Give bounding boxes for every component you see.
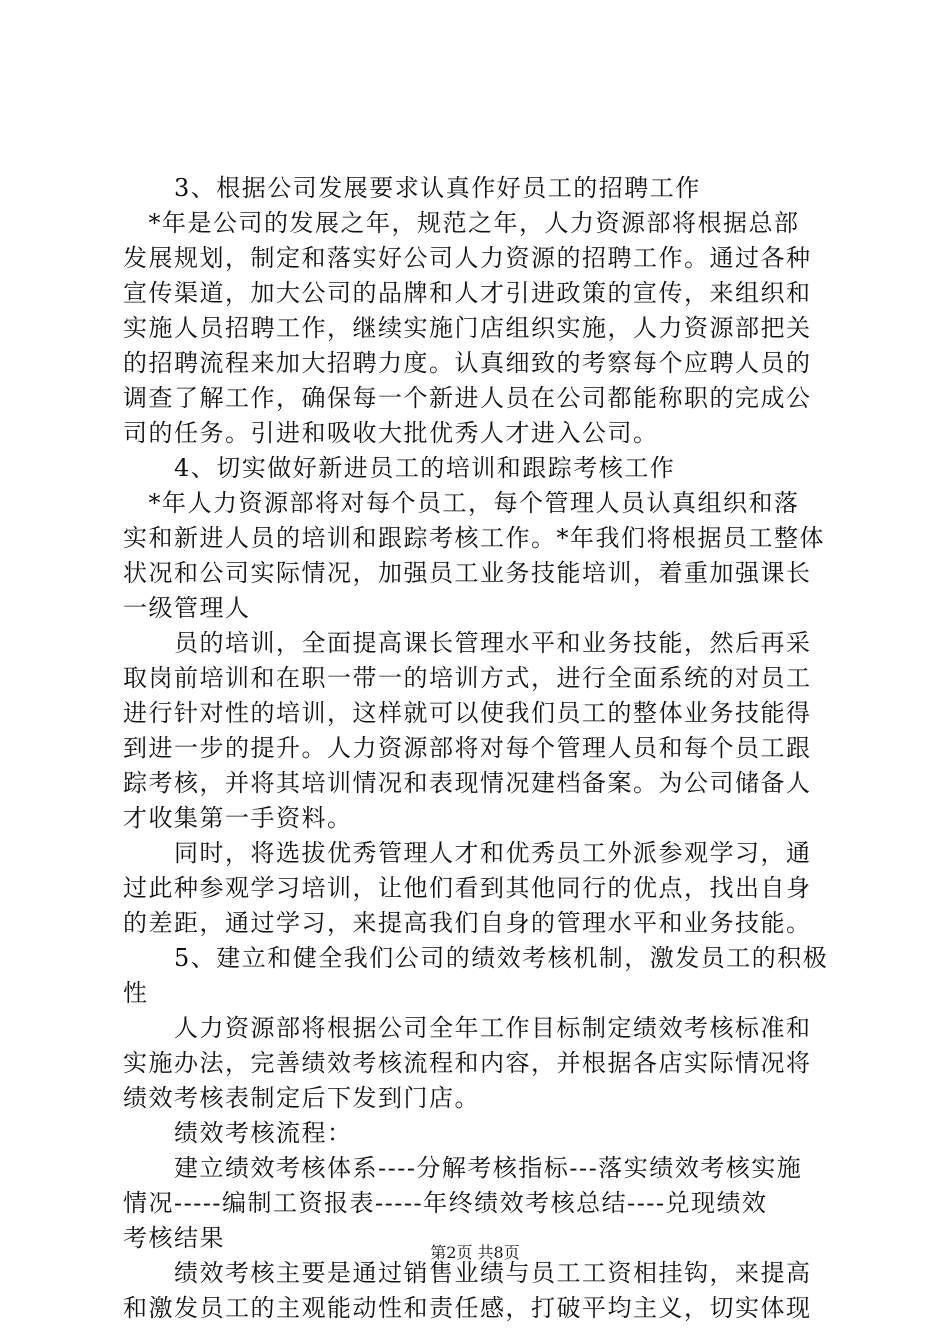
text-line: 司的任务。引进和吸收大批优秀人才进入公司。 <box>123 419 659 447</box>
text-line: 取岗前培训和在职一带一的培训方式，进行全面系统的对员工 <box>123 664 812 692</box>
text-line: 实施办法，完善绩效考核流程和内容，并根据各店实际情况将 <box>123 1049 812 1077</box>
body-text <box>123 171 833 1326</box>
text-line: 绩效考核表制定后下发到门店。 <box>123 1084 480 1112</box>
text-line: 宣传渠道，加大公司的品牌和人才引进政策的宣传，来组织和 <box>123 279 812 307</box>
text-line: 5、建立和健全我们公司的绩效考核机制，激发员工的积极 <box>123 944 829 972</box>
text-line: 绩效考核流程： <box>123 1119 353 1147</box>
text-line: 一级管理人 <box>123 594 251 622</box>
text-line: 的招聘流程来加大招聘力度。认真细致的考察每个应聘人员的 <box>123 349 812 377</box>
text-line: 同时，将选拔优秀管理人才和优秀员工外派参观学习，通 <box>123 839 812 867</box>
text-line: 员的培训，全面提高课长管理水平和业务技能，然后再采 <box>123 629 812 657</box>
page-number-footer: 第2页 共8页 <box>430 1243 520 1262</box>
text-line: 4、切实做好新进员工的培训和跟踪考核工作 <box>123 454 676 482</box>
text-line: 绩效考核主要是通过销售业绩与员工工资相挂钩，来提高 <box>123 1259 812 1287</box>
text-line: 和激发员工的主观能动性和责任感，打破平均主义，切实体现 <box>123 1294 812 1322</box>
text-line: 过此种参观学习培训，让他们看到其他同行的优点，找出自身 <box>123 874 812 902</box>
text-line: 3、根据公司发展要求认真作好员工的招聘工作 <box>123 174 701 202</box>
text-line: 到进一步的提升。人力资源部将对每个管理人员和每个员工跟 <box>123 734 812 762</box>
text-line: 情况-----编制工资报表-----年终绩效考核总结----兑现绩效 <box>123 1189 768 1217</box>
text-line: 发展规划，制定和落实好公司人力资源的招聘工作。通过各种 <box>123 244 812 272</box>
text-line: 实和新进人员的培训和跟踪考核工作。*年我们将根据员工整体 <box>123 524 825 552</box>
text-line: 才收集第一手资料。 <box>123 804 353 832</box>
text-line: *年人力资源部将对每个员工，每个管理人员认真组织和落 <box>123 489 800 517</box>
text-line: 踪考核，并将其培训情况和表现情况建档备案。为公司储备人 <box>123 769 812 797</box>
text-line: 状况和公司实际情况，加强员工业务技能培训，着重加强课长 <box>123 559 812 587</box>
text-line: 性 <box>123 979 149 1007</box>
text-line: 人力资源部将根据公司全年工作目标制定绩效考核标准和 <box>123 1014 812 1042</box>
text-line: 考核结果 <box>123 1224 225 1252</box>
text-line: 进行针对性的培训，这样就可以使我们员工的整体业务技能得 <box>123 699 812 727</box>
text-line: 实施人员招聘工作，继续实施门店组织实施，人力资源部把关 <box>123 314 812 342</box>
text-line: 建立绩效考核体系----分解考核指标---落实绩效考核实施 <box>123 1154 803 1182</box>
text-line: *年是公司的发展之年，规范之年，人力资源部将根据总部 <box>123 209 800 237</box>
text-line: 调查了解工作，确保每一个新进人员在公司都能称职的完成公 <box>123 384 812 412</box>
text-line: 的差距，通过学习，来提高我们自身的管理水平和业务技能。 <box>123 909 812 937</box>
